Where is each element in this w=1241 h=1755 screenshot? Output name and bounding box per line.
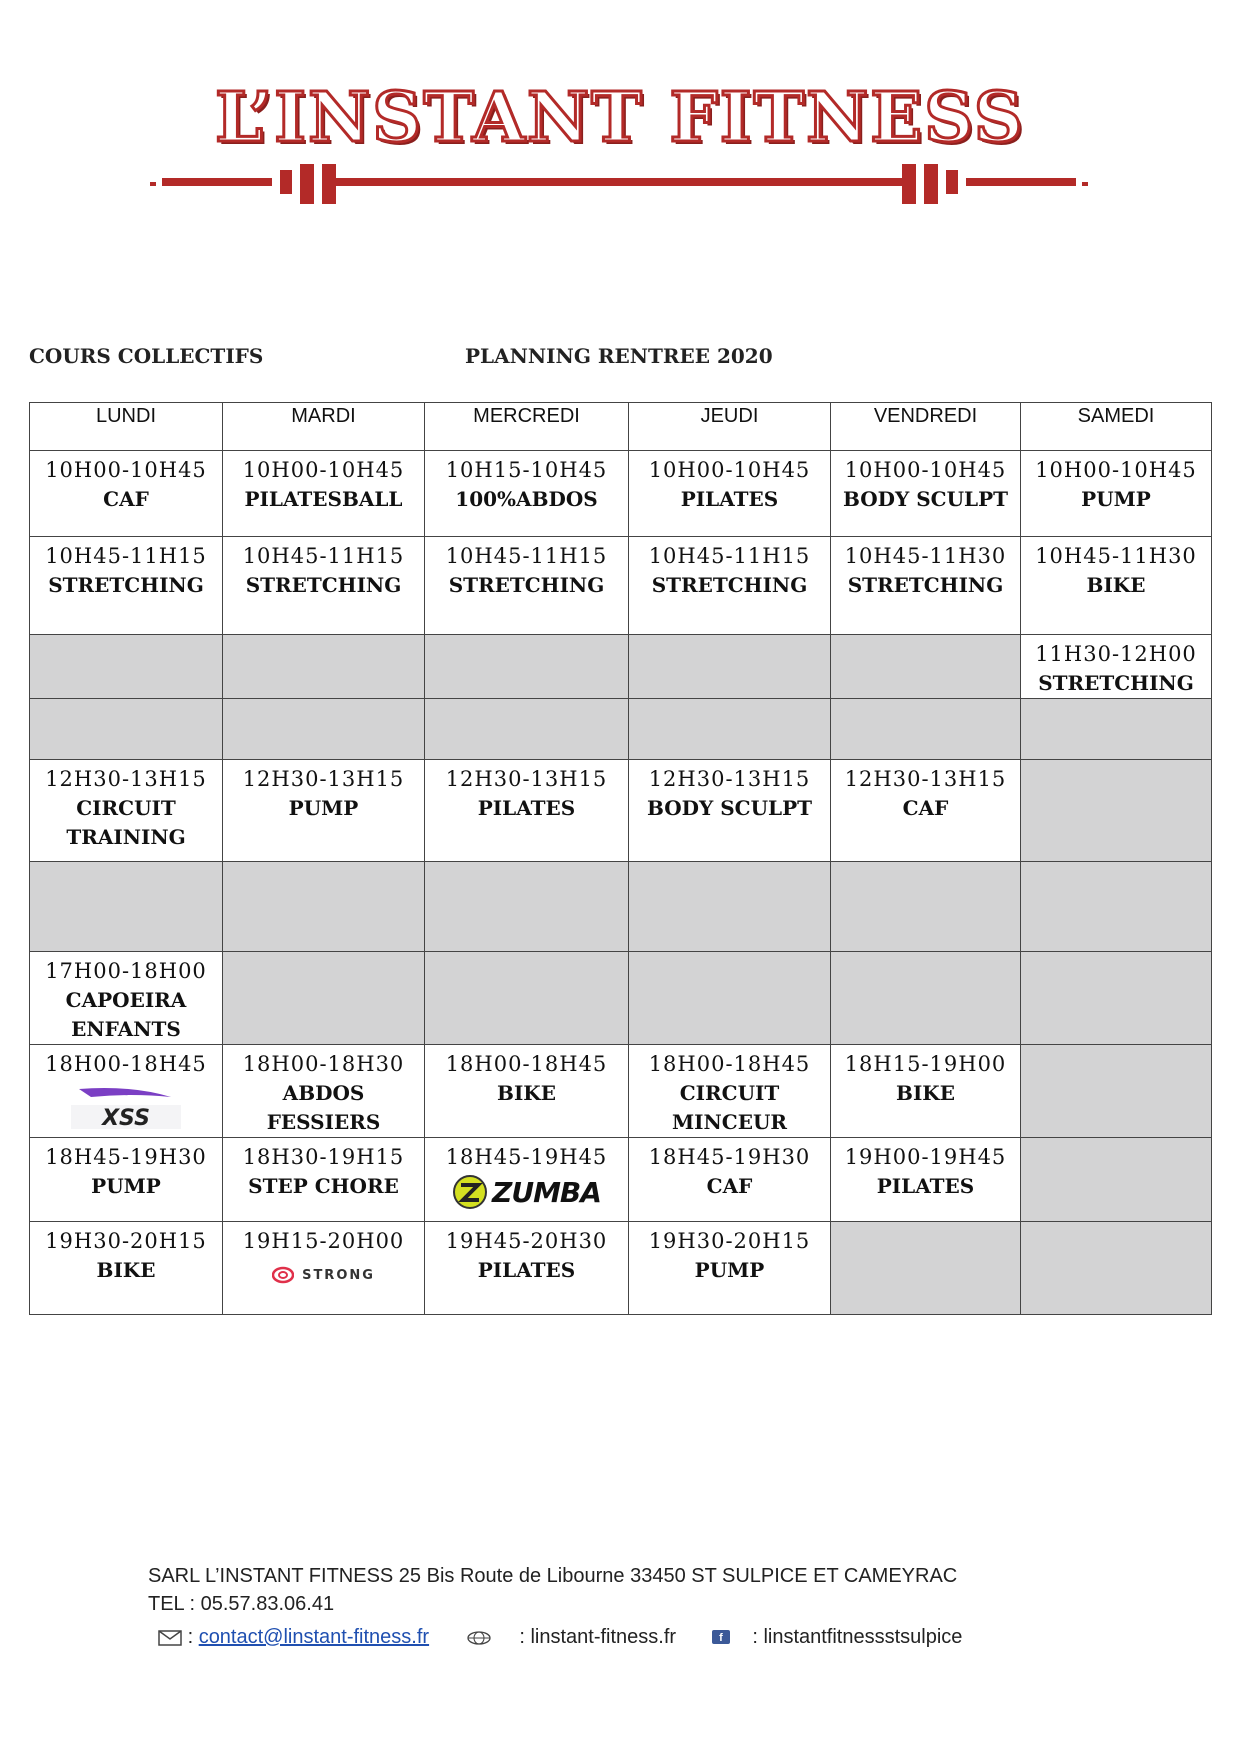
class-time: 10H00-10H45	[242, 458, 405, 482]
class-time: 10H45-11H15	[242, 544, 405, 568]
class-name: STEP CHORE	[248, 1174, 399, 1198]
zumba-word: ZUMBA	[492, 1175, 601, 1209]
class-name: STRETCHING	[847, 573, 1004, 597]
schedule-table	[29, 402, 1212, 1315]
empty-slot	[629, 635, 831, 699]
empty-slot	[629, 862, 831, 952]
class-slot	[1021, 537, 1212, 635]
empty-slot	[30, 635, 223, 699]
class-name: PILATES	[680, 487, 779, 511]
day-header: MARDI	[223, 403, 425, 451]
web-prefix: :	[519, 1626, 525, 1648]
class-time: 12H30-13H15	[242, 767, 405, 791]
class-name: STRETCHING	[651, 573, 808, 597]
zumba-icon	[452, 1174, 488, 1210]
class-name: BIKE	[1086, 573, 1146, 597]
class-time: 10H45-11H15	[45, 544, 207, 568]
class-name: PUMP	[1081, 487, 1151, 511]
empty-slot	[425, 699, 629, 760]
website-text[interactable]: linstant-fitness.fr	[530, 1626, 677, 1648]
class-name: CAF	[706, 1174, 753, 1198]
class-slot	[30, 537, 223, 635]
class-time: 10H45-11H30	[844, 544, 1007, 568]
schedule-row	[30, 1045, 1212, 1138]
class-time: 10H45-11H15	[648, 544, 811, 568]
class-slot	[831, 537, 1021, 635]
class-time: 10H00-10H45	[648, 458, 811, 482]
class-name: STRETCHING	[1038, 671, 1194, 695]
class-slot	[425, 537, 629, 635]
class-time: 10H45-11H30	[1035, 544, 1197, 568]
class-name: PILATES	[477, 1258, 576, 1282]
class-time: 11H30-12H00	[1035, 642, 1197, 666]
class-time: 19H15-20H00	[242, 1229, 405, 1253]
schedule-row	[30, 537, 1212, 635]
day-header: LUNDI	[30, 403, 223, 451]
brand-logo-text: L’INSTANT FITNESS	[215, 78, 1025, 158]
class-slot	[223, 451, 425, 537]
schedule-row	[30, 1138, 1212, 1222]
class-slot	[30, 760, 223, 862]
empty-slot	[629, 952, 831, 1045]
class-slot	[629, 1045, 831, 1138]
class-slot	[30, 1222, 223, 1315]
class-slot	[223, 1045, 425, 1138]
schedule-row	[30, 635, 1212, 699]
class-slot	[223, 1138, 425, 1222]
barbell-icon	[150, 164, 1090, 294]
empty-slot	[1021, 1138, 1212, 1222]
empty-slot	[425, 952, 629, 1045]
class-slot	[30, 1045, 223, 1138]
empty-slot	[831, 1222, 1021, 1315]
class-time: 18H00-18H45	[45, 1052, 207, 1076]
class-slot	[1021, 635, 1212, 699]
class-name: CAPOEIRA	[65, 988, 187, 1012]
class-time: 18H45-19H30	[648, 1145, 811, 1169]
empty-slot	[831, 699, 1021, 760]
empty-slot	[629, 699, 831, 760]
class-time: 10H45-11H15	[445, 544, 608, 568]
empty-slot	[223, 952, 425, 1045]
class-time: 19H00-19H45	[844, 1145, 1007, 1169]
class-name: PILATES	[876, 1174, 975, 1198]
planning-title: PLANNING RENTREE 2020	[465, 344, 773, 368]
empty-slot	[831, 952, 1021, 1045]
class-slot	[629, 451, 831, 537]
class-time: 19H30-20H15	[648, 1229, 811, 1253]
class-time: 10H00-10H45	[844, 458, 1007, 482]
empty-slot	[425, 862, 629, 952]
class-slot	[831, 1045, 1021, 1138]
class-name: BODY SCULPT	[646, 796, 813, 820]
email-link[interactable]: contact@linstant-fitness.fr	[198, 1626, 430, 1648]
class-time: 10H15-10H45	[445, 458, 608, 482]
class-slot	[425, 1138, 629, 1222]
empty-slot	[1021, 760, 1212, 862]
strong-word: STRONG	[302, 1267, 375, 1283]
class-slot	[629, 760, 831, 862]
empty-slot	[1021, 862, 1212, 952]
class-time: 10H00-10H45	[1035, 458, 1197, 482]
class-name: PUMP	[91, 1174, 161, 1198]
class-name: BIKE	[96, 1258, 156, 1282]
facebook-prefix: :	[752, 1626, 758, 1648]
empty-slot	[223, 862, 425, 952]
class-slot	[30, 952, 223, 1045]
empty-slot	[30, 699, 223, 760]
class-time: 18H00-18H45	[648, 1052, 811, 1076]
class-time: 12H30-13H15	[45, 767, 207, 791]
schedule-row	[30, 1222, 1212, 1315]
class-name: BODY SCULPT	[842, 487, 1009, 511]
schedule-row	[30, 952, 1212, 1045]
empty-slot	[1021, 1045, 1212, 1138]
empty-slot	[831, 862, 1021, 952]
day-header: MERCREDI	[425, 403, 629, 451]
facebook-text[interactable]: linstantfitnessstsulpice	[763, 1626, 963, 1648]
class-name: STRETCHING	[448, 573, 605, 597]
class-time: 17H00-18H00	[45, 959, 207, 983]
xss-logo	[30, 1083, 222, 1129]
empty-slot	[223, 635, 425, 699]
class-time: 19H45-20H30	[445, 1229, 608, 1253]
class-name: STRETCHING	[245, 573, 402, 597]
empty-slot	[1021, 699, 1212, 760]
class-time: 10H00-10H45	[45, 458, 207, 482]
class-time: 18H45-19H30	[45, 1145, 207, 1169]
class-slot	[223, 760, 425, 862]
svg-text:XSS: XSS	[102, 1106, 150, 1129]
class-slot	[629, 537, 831, 635]
empty-slot	[1021, 952, 1212, 1045]
class-slot	[425, 760, 629, 862]
footer-address: SARL L’INSTANT FITNESS 25 Bis Route de Libourne 33450 ST SULPICE ET CAMEYRAC	[148, 1565, 958, 1587]
class-slot	[831, 1138, 1021, 1222]
class-slot	[425, 451, 629, 537]
class-slot	[831, 451, 1021, 537]
class-time: 12H30-13H15	[844, 767, 1007, 791]
class-name-line2: TRAINING	[66, 825, 186, 849]
class-time: 18H00-18H45	[445, 1052, 608, 1076]
strong-icon	[272, 1266, 294, 1284]
globe-icon	[466, 1630, 492, 1646]
class-name: CIRCUIT	[76, 796, 176, 820]
class-slot	[30, 451, 223, 537]
class-name: CAF	[902, 796, 949, 820]
class-time: 18H30-19H15	[242, 1145, 405, 1169]
class-time: 19H30-20H15	[45, 1229, 207, 1253]
class-time: 18H45-19H45	[445, 1145, 608, 1169]
class-name: PILATES	[477, 796, 576, 820]
class-name: PUMP	[288, 796, 359, 820]
empty-slot	[223, 699, 425, 760]
class-name: PILATESBALL	[244, 487, 403, 511]
svg-text:f: f	[719, 1631, 724, 1644]
class-slot	[223, 1222, 425, 1315]
class-name: 100%ABDOS	[455, 487, 598, 511]
class-name-line2: ENFANTS	[71, 1017, 181, 1041]
class-slot	[629, 1138, 831, 1222]
schedule-row	[30, 451, 1212, 537]
class-slot	[425, 1222, 629, 1315]
email-prefix: :	[187, 1626, 194, 1648]
class-slot	[30, 1138, 223, 1222]
empty-slot	[1021, 1222, 1212, 1315]
class-time: 18H15-19H00	[844, 1052, 1007, 1076]
class-name: CAF	[103, 487, 149, 511]
strong-logo	[272, 1266, 375, 1284]
class-slot	[629, 1222, 831, 1315]
footer-phone: TEL : 05.57.83.06.41	[148, 1593, 335, 1615]
day-header: VENDREDI	[831, 403, 1021, 451]
class-time: 12H30-13H15	[648, 767, 811, 791]
class-name: PUMP	[694, 1258, 765, 1282]
class-name: STRETCHING	[48, 573, 204, 597]
day-header: SAMEDI	[1021, 403, 1212, 451]
footer-contacts	[158, 1626, 962, 1649]
class-name: CIRCUIT MINCEUR	[672, 1081, 787, 1134]
email-icon	[158, 1630, 182, 1646]
class-slot	[425, 1045, 629, 1138]
zumba-logo	[452, 1174, 601, 1210]
class-name: ABDOS FESSIERS	[266, 1081, 381, 1134]
class-slot	[1021, 451, 1212, 537]
schedule-row	[30, 760, 1212, 862]
class-slot	[831, 760, 1021, 862]
schedule-row	[30, 862, 1212, 952]
schedule-row	[30, 699, 1212, 760]
class-slot	[223, 537, 425, 635]
schedule-header-row	[30, 403, 1212, 451]
empty-slot	[425, 635, 629, 699]
empty-slot	[831, 635, 1021, 699]
class-time: 12H30-13H15	[445, 767, 608, 791]
day-header: JEUDI	[629, 403, 831, 451]
class-name: BIKE	[896, 1081, 955, 1105]
class-name: BIKE	[497, 1081, 556, 1105]
class-time: 18H00-18H30	[242, 1052, 405, 1076]
brand-logo	[150, 78, 1090, 228]
empty-slot	[30, 862, 223, 952]
facebook-icon	[711, 1629, 731, 1647]
section-title-cours: COURS COLLECTIFS	[29, 344, 264, 368]
